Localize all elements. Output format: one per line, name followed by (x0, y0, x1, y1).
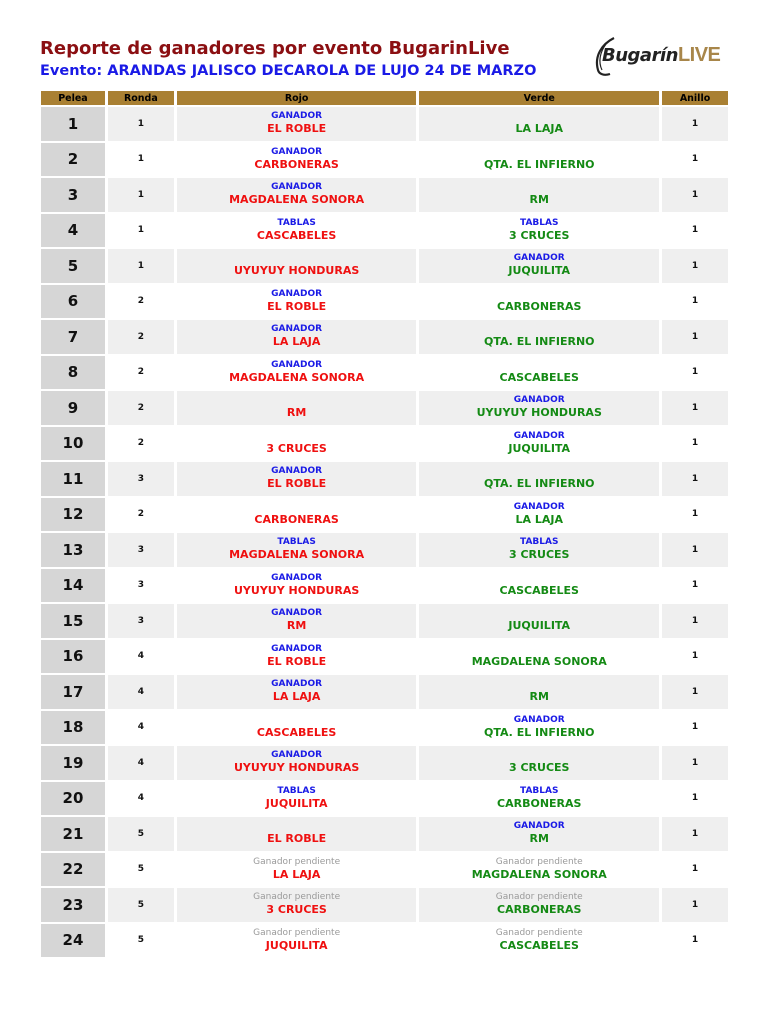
verde-status: GANADOR (513, 501, 565, 512)
verde-cell (419, 249, 659, 283)
ronda-cell: 2 (108, 356, 174, 390)
ronda-cell: 3 (108, 533, 174, 567)
rojo-cell (177, 640, 417, 674)
ronda-cell: 3 (108, 569, 174, 603)
ronda-cell: 2 (108, 427, 174, 461)
rojo-cell (177, 675, 417, 709)
verde-name: QTA. EL INFIERNO (483, 157, 595, 171)
verde-cell (419, 427, 659, 461)
verde-cell (419, 320, 659, 354)
rojo-status (177, 253, 417, 264)
verde-status (419, 466, 659, 477)
pelea-cell: 13 (41, 533, 105, 567)
verde-name: RM (529, 832, 549, 846)
verde-status: GANADOR (513, 253, 565, 264)
pelea-cell: 12 (41, 498, 105, 532)
anillo-cell: 1 (662, 640, 728, 674)
verde-cell (419, 746, 659, 780)
verde-cell (419, 356, 659, 390)
anillo-cell: 1 (662, 711, 728, 745)
anillo-cell: 1 (662, 924, 728, 958)
verde-cell (419, 462, 659, 496)
rojo-cell (177, 746, 417, 780)
verde-name: UYUYUY HONDURAS (476, 406, 602, 420)
verde-name: RM (529, 193, 549, 207)
pelea-cell: 3 (41, 178, 105, 212)
verde-name: LA LAJA (515, 512, 563, 526)
rojo-cell (177, 817, 417, 851)
verde-cell (419, 143, 659, 177)
anillo-cell: 1 (662, 604, 728, 638)
rojo-name: LA LAJA (272, 690, 321, 704)
rojo-name: EL ROBLE (267, 122, 327, 136)
table-row (41, 249, 728, 283)
ronda-cell: 4 (108, 675, 174, 709)
table-row (41, 391, 728, 425)
verde-cell (419, 853, 659, 887)
col-anillo: Anillo (662, 91, 728, 105)
rojo-cell (177, 391, 417, 425)
table-row (41, 356, 728, 390)
rojo-status (177, 431, 417, 442)
verde-status: Ganador pendiente (495, 892, 583, 903)
pelea-cell: 24 (41, 924, 105, 958)
verde-cell (419, 924, 659, 958)
verde-status (419, 182, 659, 193)
verde-cell (419, 107, 659, 141)
verde-name: MAGDALENA SONORA (471, 654, 607, 668)
table-row (41, 746, 728, 780)
rojo-status: GANADOR (271, 572, 323, 583)
verde-name: LA LAJA (515, 122, 563, 136)
table-body (41, 107, 728, 957)
table-row (41, 817, 728, 851)
rojo-status: GANADOR (271, 679, 323, 690)
rojo-cell (177, 462, 417, 496)
ronda-cell: 4 (108, 746, 174, 780)
rojo-name: MAGDALENA SONORA (229, 193, 365, 207)
ronda-cell: 1 (108, 143, 174, 177)
table-row (41, 178, 728, 212)
rojo-cell (177, 924, 417, 958)
table-row (41, 533, 728, 567)
table-row (41, 427, 728, 461)
ronda-cell: 2 (108, 391, 174, 425)
anillo-cell: 1 (662, 888, 728, 922)
table-row (41, 285, 728, 319)
rojo-name: UYUYUY HONDURAS (234, 761, 360, 775)
anillo-cell: 1 (662, 462, 728, 496)
anillo-cell: 1 (662, 782, 728, 816)
rojo-name: LA LAJA (272, 335, 321, 349)
verde-cell (419, 640, 659, 674)
anillo-cell: 1 (662, 853, 728, 887)
rojo-cell (177, 782, 417, 816)
verde-status (419, 147, 659, 158)
verde-status (419, 111, 659, 122)
verde-status: TABLAS (520, 785, 559, 796)
rojo-name: RM (286, 406, 307, 420)
anillo-cell: 1 (662, 107, 728, 141)
rojo-name: MAGDALENA SONORA (229, 548, 365, 562)
verde-name: QTA. EL INFIERNO (483, 725, 595, 739)
anillo-cell: 1 (662, 533, 728, 567)
pelea-cell: 2 (41, 143, 105, 177)
ronda-cell: 1 (108, 178, 174, 212)
verde-status (419, 608, 659, 619)
rojo-cell (177, 711, 417, 745)
verde-cell (419, 675, 659, 709)
rojo-status: GANADOR (271, 324, 323, 335)
rojo-name: JUQUILITA (265, 938, 328, 952)
logo-live: LIVE (677, 44, 721, 66)
rojo-name: CASCABELES (256, 228, 337, 242)
verde-cell (419, 604, 659, 638)
rojo-status (177, 502, 417, 513)
verde-status (419, 644, 659, 655)
rojo-name: EL ROBLE (267, 832, 327, 846)
verde-cell (419, 569, 659, 603)
rojo-status: GANADOR (271, 643, 323, 654)
verde-name: 3 CRUCES (509, 228, 570, 242)
rojo-name: UYUYUY HONDURAS (234, 583, 360, 597)
rojo-status: Ganador pendiente (253, 927, 341, 938)
rojo-status: GANADOR (271, 146, 323, 157)
ronda-cell: 1 (108, 107, 174, 141)
rojo-status: TABLAS (277, 217, 316, 228)
verde-name: QTA. EL INFIERNO (483, 335, 595, 349)
rojo-status: GANADOR (271, 288, 323, 299)
ronda-cell: 5 (108, 924, 174, 958)
rojo-status: GANADOR (271, 466, 323, 477)
verde-status (419, 750, 659, 761)
pelea-cell: 11 (41, 462, 105, 496)
rojo-status: TABLAS (277, 537, 316, 548)
verde-status: GANADOR (513, 714, 565, 725)
verde-status (419, 289, 659, 300)
verde-cell (419, 178, 659, 212)
ronda-cell: 2 (108, 320, 174, 354)
verde-status: GANADOR (513, 395, 565, 406)
table-row (41, 214, 728, 248)
verde-status (419, 679, 659, 690)
verde-status: Ganador pendiente (495, 856, 583, 867)
rojo-name: EL ROBLE (267, 299, 327, 313)
ronda-cell: 5 (108, 853, 174, 887)
verde-status: TABLAS (520, 217, 559, 228)
verde-name: JUQUILITA (508, 264, 571, 278)
ronda-cell: 1 (108, 249, 174, 283)
pelea-cell: 20 (41, 782, 105, 816)
ronda-cell: 5 (108, 888, 174, 922)
anillo-cell: 1 (662, 249, 728, 283)
anillo-cell: 1 (662, 178, 728, 212)
rojo-name: 3 CRUCES (266, 903, 327, 917)
bugarin-live-logo (592, 34, 732, 80)
ronda-cell: 1 (108, 214, 174, 248)
anillo-cell: 1 (662, 320, 728, 354)
ronda-cell: 5 (108, 817, 174, 851)
table-row (41, 604, 728, 638)
verde-name: CASCABELES (499, 938, 579, 952)
verde-status (419, 573, 659, 584)
pelea-cell: 4 (41, 214, 105, 248)
pelea-cell: 18 (41, 711, 105, 745)
table-row (41, 462, 728, 496)
ronda-cell: 3 (108, 462, 174, 496)
logo-brand: Bugarín (602, 45, 678, 66)
anillo-cell: 1 (662, 427, 728, 461)
ronda-cell: 4 (108, 782, 174, 816)
rojo-name: CASCABELES (256, 725, 337, 739)
verde-name: 3 CRUCES (509, 761, 570, 775)
pelea-cell: 17 (41, 675, 105, 709)
rojo-status: GANADOR (271, 182, 323, 193)
verde-status: GANADOR (513, 430, 565, 441)
pelea-cell: 6 (41, 285, 105, 319)
verde-name: MAGDALENA SONORA (471, 867, 607, 881)
verde-name: CASCABELES (499, 583, 579, 597)
verde-cell (419, 817, 659, 851)
rojo-name: EL ROBLE (267, 654, 327, 668)
verde-cell (419, 285, 659, 319)
rojo-status: Ganador pendiente (253, 892, 341, 903)
ronda-cell: 2 (108, 285, 174, 319)
table-row (41, 853, 728, 887)
table-row (41, 924, 728, 958)
anillo-cell: 1 (662, 391, 728, 425)
pelea-cell: 5 (41, 249, 105, 283)
pelea-cell: 14 (41, 569, 105, 603)
verde-status (419, 324, 659, 335)
rojo-status: GANADOR (271, 111, 323, 122)
rojo-name: LA LAJA (272, 867, 321, 881)
verde-name: JUQUILITA (508, 441, 571, 455)
anillo-cell: 1 (662, 498, 728, 532)
winners-table (38, 89, 731, 959)
verde-cell (419, 711, 659, 745)
pelea-cell: 15 (41, 604, 105, 638)
logo-text (602, 44, 720, 67)
rojo-cell (177, 107, 417, 141)
table-row (41, 640, 728, 674)
rojo-cell (177, 853, 417, 887)
rojo-cell (177, 249, 417, 283)
rojo-name: UYUYUY HONDURAS (234, 264, 360, 278)
anillo-cell: 1 (662, 143, 728, 177)
anillo-cell: 1 (662, 356, 728, 390)
report-header (40, 38, 732, 86)
anillo-cell: 1 (662, 569, 728, 603)
verde-status: Ganador pendiente (495, 927, 583, 938)
rojo-cell (177, 320, 417, 354)
verde-name: CASCABELES (499, 370, 579, 384)
rojo-status: GANADOR (271, 750, 323, 761)
table-row (41, 711, 728, 745)
rojo-cell (177, 285, 417, 319)
table-row (41, 888, 728, 922)
pelea-cell: 9 (41, 391, 105, 425)
rojo-status: GANADOR (271, 359, 323, 370)
rojo-cell (177, 143, 417, 177)
ronda-cell: 4 (108, 640, 174, 674)
ronda-cell: 3 (108, 604, 174, 638)
rojo-cell (177, 427, 417, 461)
verde-name: RM (529, 690, 549, 704)
table-row (41, 320, 728, 354)
verde-name: JUQUILITA (508, 619, 571, 633)
ronda-cell: 2 (108, 498, 174, 532)
rojo-name: MAGDALENA SONORA (229, 370, 365, 384)
table-row (41, 143, 728, 177)
rojo-name: CARBONERAS (254, 157, 339, 171)
col-pelea: Pelea (41, 91, 105, 105)
rojo-cell (177, 498, 417, 532)
verde-status (419, 360, 659, 371)
verde-cell (419, 391, 659, 425)
rojo-status (177, 821, 417, 832)
pelea-cell: 10 (41, 427, 105, 461)
rojo-status: GANADOR (271, 608, 323, 619)
anillo-cell: 1 (662, 675, 728, 709)
table-row (41, 569, 728, 603)
rojo-cell (177, 604, 417, 638)
verde-name: CARBONERAS (497, 796, 582, 810)
anillo-cell: 1 (662, 285, 728, 319)
verde-name: QTA. EL INFIERNO (483, 477, 595, 491)
verde-cell (419, 498, 659, 532)
anillo-cell: 1 (662, 214, 728, 248)
verde-cell (419, 888, 659, 922)
rojo-status (177, 395, 417, 406)
table-row (41, 107, 728, 141)
table-row (41, 782, 728, 816)
verde-name: CARBONERAS (497, 903, 582, 917)
rojo-status: Ganador pendiente (253, 856, 341, 867)
table-header-row (41, 91, 728, 105)
pelea-cell: 16 (41, 640, 105, 674)
page-title: Reporte de ganadores por evento BugarinLive (40, 38, 510, 59)
rojo-name: 3 CRUCES (266, 441, 327, 455)
rojo-status: TABLAS (277, 785, 316, 796)
anillo-cell: 1 (662, 746, 728, 780)
pelea-cell: 23 (41, 888, 105, 922)
event-title: Evento: ARANDAS JALISCO DECAROLA DE LUJO 24 DE MARZO (40, 63, 537, 79)
rojo-cell (177, 356, 417, 390)
verde-name: 3 CRUCES (509, 548, 570, 562)
verde-cell (419, 533, 659, 567)
pelea-cell: 22 (41, 853, 105, 887)
verde-name: CARBONERAS (497, 299, 582, 313)
col-rojo: Rojo (177, 91, 417, 105)
rojo-name: CARBONERAS (254, 512, 339, 526)
verde-status: GANADOR (513, 821, 565, 832)
verde-cell (419, 214, 659, 248)
col-ronda: Ronda (108, 91, 174, 105)
rojo-cell (177, 888, 417, 922)
pelea-cell: 21 (41, 817, 105, 851)
table-row (41, 675, 728, 709)
rojo-name: JUQUILITA (265, 796, 328, 810)
anillo-cell: 1 (662, 817, 728, 851)
verde-status: TABLAS (520, 537, 559, 548)
table-row (41, 498, 728, 532)
col-verde: Verde (419, 91, 659, 105)
pelea-cell: 19 (41, 746, 105, 780)
verde-cell (419, 782, 659, 816)
rojo-cell (177, 214, 417, 248)
pelea-cell: 1 (41, 107, 105, 141)
rojo-cell (177, 569, 417, 603)
rojo-cell (177, 533, 417, 567)
pelea-cell: 8 (41, 356, 105, 390)
ronda-cell: 4 (108, 711, 174, 745)
rojo-status (177, 715, 417, 726)
rojo-cell (177, 178, 417, 212)
pelea-cell: 7 (41, 320, 105, 354)
rojo-name: RM (286, 619, 307, 633)
rojo-name: EL ROBLE (267, 477, 327, 491)
